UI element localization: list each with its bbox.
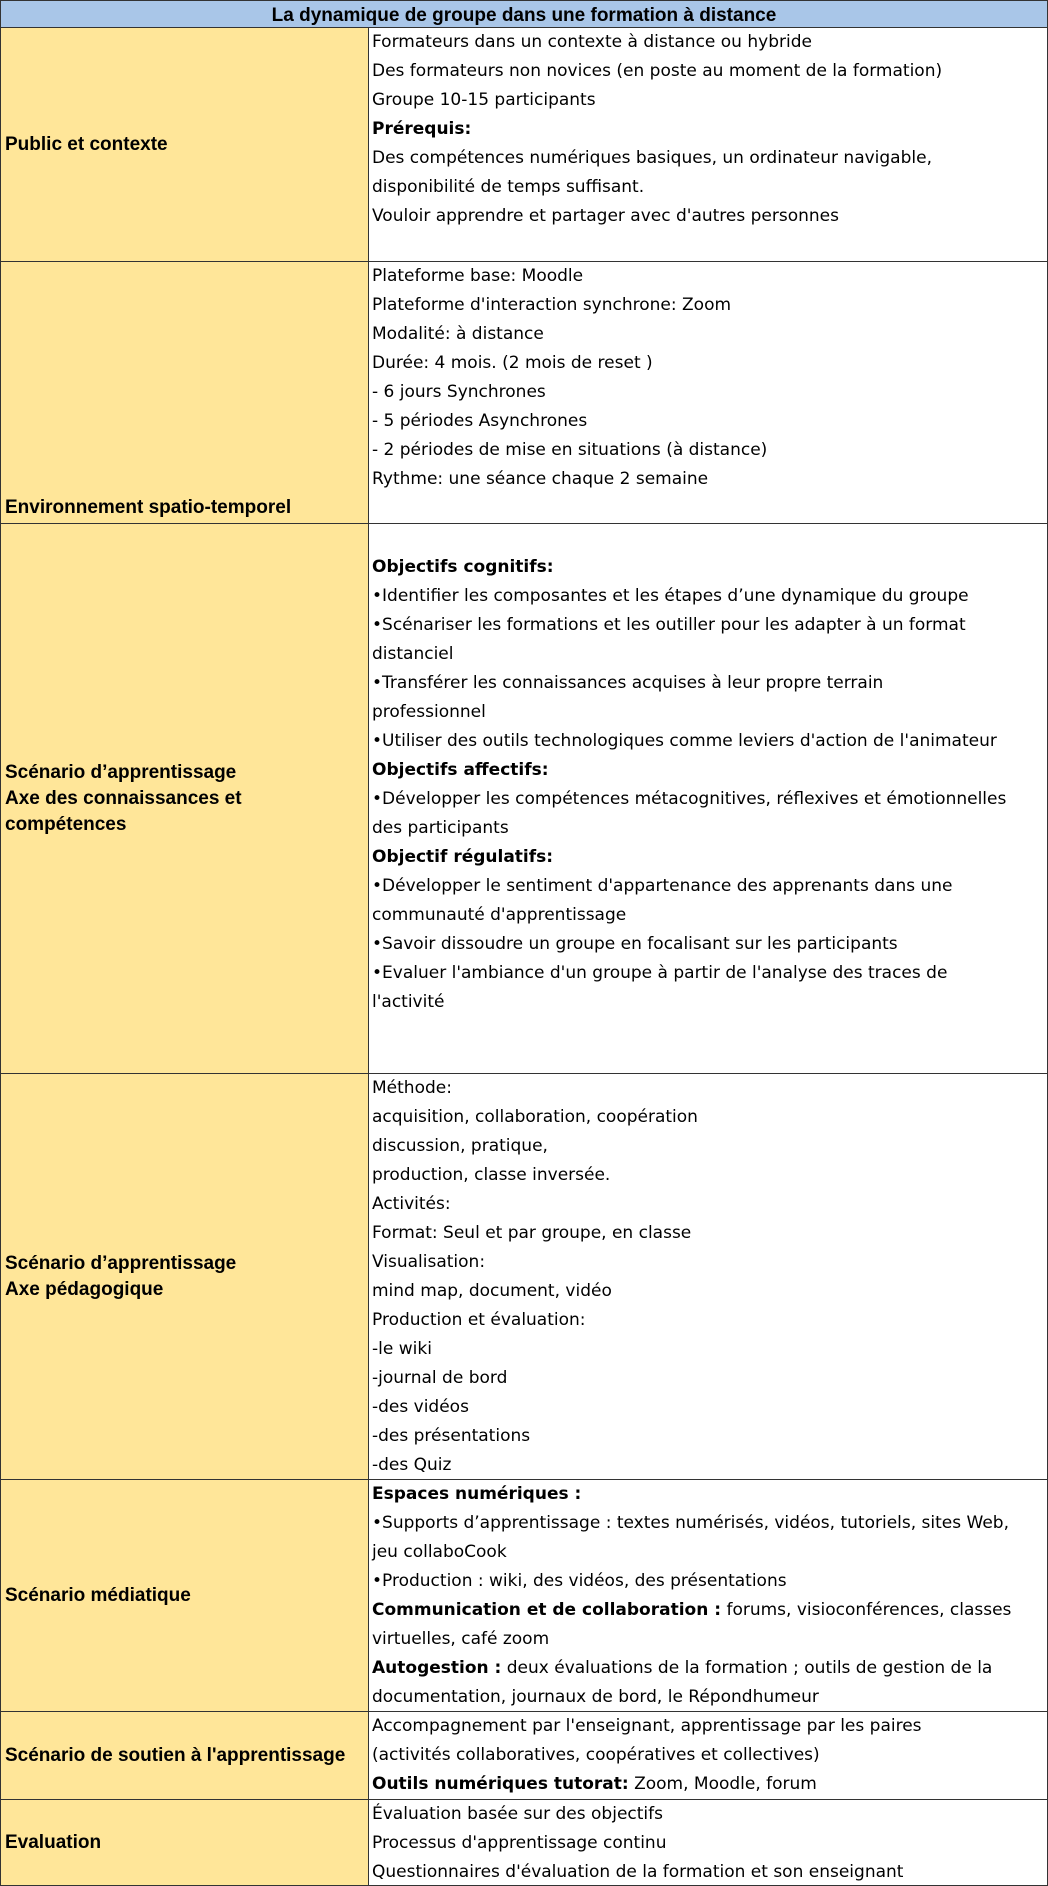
content-line-text: Rythme: une séance chaque 2 semaine [372, 469, 709, 489]
content-line-text: jeu collaboCook [372, 1542, 507, 1562]
content-line [372, 173, 1047, 202]
content-line [372, 262, 1047, 291]
content-line [372, 640, 1047, 669]
content-line [372, 1683, 1047, 1712]
content-line [372, 1103, 1047, 1132]
content-line-text: Groupe 10-15 participants [372, 90, 596, 110]
content-line-text: deux évaluations de la formation ; outils de gestion de la [501, 1658, 993, 1678]
content-line-text: Formateurs dans un contexte à distance ou hybride [372, 32, 812, 52]
content-line [372, 959, 1047, 988]
content-line-text: Production et évaluation: [372, 1310, 586, 1330]
content-line [372, 1074, 1047, 1103]
content-line-text: •Développer le sentiment d'appartenance des apprenants dans une [372, 876, 953, 896]
content-line-text: •Savoir dissoudre un groupe en focalisant sur les participants [372, 934, 898, 954]
content-line [372, 901, 1047, 930]
content-line-text: Format: Seul et par groupe, en classe [372, 1223, 692, 1243]
content-line [372, 843, 1047, 872]
content-line [372, 86, 1047, 115]
content-line [372, 872, 1047, 901]
row-scenario-mediatique [0, 1480, 1048, 1712]
content-line-text: -des Quiz [372, 1455, 452, 1475]
content-line [372, 1306, 1047, 1335]
content-line-text: Des compétences numériques basiques, un ordinateur navigable, [372, 148, 932, 168]
content-line-bold: Prérequis: [372, 119, 472, 139]
row-label-line: compétences [5, 813, 127, 835]
content-line-text: Zoom, Moodle, forum [628, 1774, 817, 1794]
row-label [0, 1074, 369, 1480]
content-line [372, 1364, 1047, 1393]
content-line-text: •Evaluer l'ambiance d'un groupe à partir de l'analyse des traces de [372, 963, 948, 983]
row-content [369, 524, 1048, 1074]
content-line-text: •Identifier les composantes et les étapes d’une dynamique du groupe [372, 586, 969, 606]
row-content [369, 1800, 1048, 1886]
content-line-bold: Objectifs cognitifs: [372, 557, 554, 577]
content-line-text: - 6 jours Synchrones [372, 382, 546, 402]
content-line-text: - 5 périodes Asynchrones [372, 411, 588, 431]
content-line-text: Méthode: [372, 1078, 452, 1098]
content-line-bold: Objectif régulatifs: [372, 847, 554, 867]
content-line [372, 1858, 1047, 1886]
row-label-text: Environnement spatio-temporel [5, 497, 292, 518]
content-line [372, 1190, 1047, 1219]
content-line [372, 115, 1047, 144]
content-line [372, 1219, 1047, 1248]
content-line-text: communauté d'apprentissage [372, 905, 627, 925]
content-line [372, 1480, 1047, 1509]
content-line [372, 1161, 1047, 1190]
row-scenario-pedagogique [0, 1074, 1048, 1480]
content-line-bold: Autogestion : [372, 1658, 502, 1678]
content-line [372, 1422, 1047, 1451]
content-line [372, 1277, 1047, 1306]
content-line-text: -journal de bord [372, 1368, 508, 1388]
content-line-text: •Transférer les connaissances acquises à leur propre terrain [372, 673, 884, 693]
row-label [0, 524, 369, 1074]
content-line-text: Évaluation basée sur des objectifs [372, 1804, 663, 1824]
content-line [372, 553, 1047, 582]
content-line-bold: Espaces numériques : [372, 1484, 582, 1504]
content-line [372, 1393, 1047, 1422]
row-content [369, 1480, 1048, 1712]
content-line-text: discussion, pratique, [372, 1136, 548, 1156]
row-label [0, 1712, 369, 1800]
row-label-text: Scénario de soutien à l'apprentissage [5, 1744, 346, 1766]
row-label [0, 1480, 369, 1712]
content-line [372, 144, 1047, 173]
content-line-text: Plateforme d'interaction synchrone: Zoom [372, 295, 732, 315]
content-line-text: -le wiki [372, 1339, 432, 1359]
content-line-text: Des formateurs non novices (en poste au moment de la formation) [372, 61, 943, 81]
content-line-text: Visualisation: [372, 1252, 486, 1272]
row-label-line: Axe des connaissances et [5, 787, 242, 809]
content-line [372, 611, 1047, 640]
row-content [369, 1712, 1048, 1800]
content-line-text: Vouloir apprendre et partager avec d'autres personnes [372, 206, 840, 226]
content-line [372, 349, 1047, 378]
content-line [372, 1538, 1047, 1567]
content-line [372, 1451, 1047, 1480]
row-environnement [0, 262, 1048, 524]
row-evaluation [0, 1800, 1048, 1886]
content-line [372, 698, 1047, 727]
content-line-text: Processus d'apprentissage continu [372, 1833, 667, 1853]
content-line-text: •Utiliser des outils technologiques comme leviers d'action de l'animateur [372, 731, 997, 751]
content-line-text: Questionnaires d'évaluation de la formation et son enseignant [372, 1862, 904, 1882]
row-content [369, 1074, 1048, 1480]
content-line-text: Accompagnement par l'enseignant, apprentissage par les paires [372, 1716, 922, 1736]
row-scenario-soutien [0, 1712, 1048, 1800]
content-line-text: Activités: [372, 1194, 451, 1214]
row-label-text: Scénario médiatique [5, 1584, 191, 1606]
content-line [372, 1741, 1047, 1770]
content-line [372, 756, 1047, 785]
content-line-text: mind map, document, vidéo [372, 1281, 612, 1301]
content-line [372, 1509, 1047, 1538]
content-line-text: Durée: 4 mois. (2 mois de reset ) [372, 353, 653, 373]
content-line [372, 378, 1047, 407]
content-line-text: distanciel [372, 644, 454, 664]
content-line [372, 1132, 1047, 1161]
content-line [372, 320, 1047, 349]
row-label-line: Scénario d’apprentissage [5, 1252, 237, 1274]
content-line [372, 785, 1047, 814]
content-line [372, 1770, 1047, 1799]
row-public-contexte [0, 28, 1048, 262]
content-line [372, 524, 1047, 553]
content-line-text: •Supports d’apprentissage : textes numérisés, vidéos, tutoriels, sites Web, [372, 1513, 1009, 1533]
content-line [372, 727, 1047, 756]
content-line-text: professionnel [372, 702, 486, 722]
content-line-text: -des présentations [372, 1426, 531, 1446]
content-line-text: (activités collaboratives, coopératives et collectives) [372, 1745, 820, 1765]
content-line-text: documentation, journaux de bord, le Répondhumeur [372, 1687, 819, 1707]
content-line-bold: Objectifs affectifs: [372, 760, 549, 780]
content-line-text: production, classe inversée. [372, 1165, 611, 1185]
content-line [372, 1829, 1047, 1858]
row-scenario-connaissances [0, 524, 1048, 1074]
table-title: La dynamique de groupe dans une formation à distance [0, 0, 1048, 28]
content-line [372, 1335, 1047, 1364]
content-line-bold: Communication et de collaboration : [372, 1600, 722, 1620]
content-line [372, 1248, 1047, 1277]
content-line-text: -des vidéos [372, 1397, 469, 1417]
content-line-text: virtuelles, café zoom [372, 1629, 550, 1649]
content-line [372, 436, 1047, 465]
content-line [372, 1654, 1047, 1683]
row-content [369, 28, 1048, 262]
content-line-text: •Développer les compétences métacognitives, réflexives et émotionnelles [372, 789, 1007, 809]
content-line-text: des participants [372, 818, 509, 838]
row-content [369, 262, 1048, 524]
content-line [372, 1567, 1047, 1596]
content-line [372, 407, 1047, 436]
content-line [372, 465, 1047, 494]
content-line [372, 669, 1047, 698]
content-line-text: acquisition, collaboration, coopération [372, 1107, 698, 1127]
row-label-text: Public et contexte [5, 133, 168, 155]
content-line [372, 28, 1047, 57]
content-line-text: disponibilité de temps suffisant. [372, 177, 645, 197]
content-line-text: •Scénariser les formations et les outiller pour les adapter à un format [372, 615, 966, 635]
content-line [372, 988, 1047, 1017]
row-label-line: Scénario d’apprentissage [5, 761, 237, 783]
content-line-text: Modalité: à distance [372, 324, 544, 344]
content-line-text: •Production : wiki, des vidéos, des présentations [372, 1571, 787, 1591]
content-line [372, 1625, 1047, 1654]
content-line-text: l'activité [372, 992, 445, 1012]
row-label-text: Evaluation [5, 1831, 102, 1853]
content-line [372, 1712, 1047, 1741]
row-label-line: Axe pédagogique [5, 1278, 164, 1300]
content-line [372, 202, 1047, 231]
content-line [372, 291, 1047, 320]
content-line-bold: Outils numériques tutorat: [372, 1774, 629, 1794]
content-line [372, 930, 1047, 959]
content-line-text: - 2 périodes de mise en situations (à distance) [372, 440, 768, 460]
content-line-text: Plateforme base: Moodle [372, 266, 584, 286]
content-line-text: forums, visioconférences, classes [721, 1600, 1012, 1620]
content-line [372, 57, 1047, 86]
row-label [0, 262, 369, 524]
row-label [0, 1800, 369, 1886]
row-label [0, 28, 369, 262]
content-line [372, 1800, 1047, 1829]
content-line [372, 814, 1047, 843]
content-line [372, 1596, 1047, 1625]
content-line [372, 582, 1047, 611]
